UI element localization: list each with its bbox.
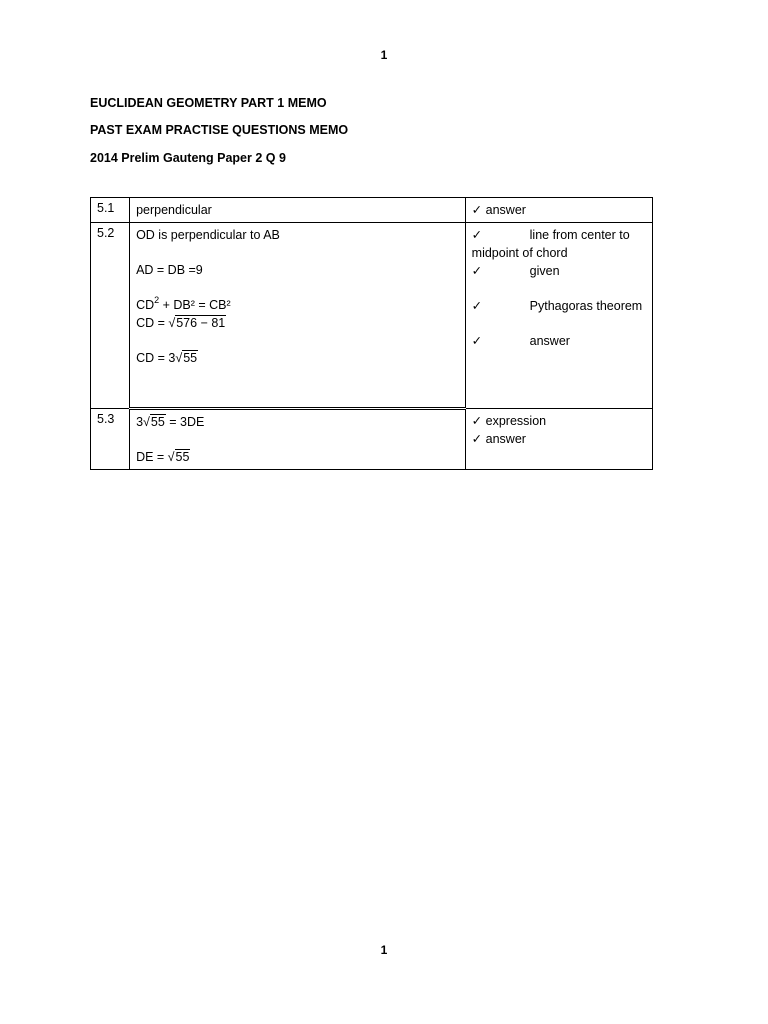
answer-line xyxy=(136,413,459,431)
radicand: 55 xyxy=(183,351,198,365)
mark-line: midpoint of chord xyxy=(471,246,568,260)
answer-line: perpendicular xyxy=(136,203,212,217)
answer-line: OD is perpendicular to AB xyxy=(136,228,280,242)
table-row xyxy=(91,198,653,223)
equation-prefix: DE = √ xyxy=(136,450,175,464)
page-number-bottom: 1 xyxy=(380,943,388,957)
check-icon: ✓ xyxy=(471,334,483,348)
question-number: 5.2 xyxy=(91,223,130,409)
equation-rest: + DB² = CB² xyxy=(159,298,231,312)
answer-cell xyxy=(130,198,466,223)
mark-label: expression xyxy=(485,414,547,428)
page-number-top: 1 xyxy=(380,48,388,62)
answer-line xyxy=(136,349,459,367)
equation-prefix: 3√ xyxy=(136,415,150,429)
equation-prefix: CD = √ xyxy=(136,316,176,330)
table-row xyxy=(91,409,653,470)
question-number: 5.3 xyxy=(91,409,130,470)
radicand: 576 − 81 xyxy=(176,316,226,330)
mark-label: Pythagoras theorem xyxy=(529,299,643,313)
memo-table xyxy=(90,197,653,470)
mark-label: answer xyxy=(485,432,526,446)
answer-line: AD = DB =9 xyxy=(136,263,203,277)
marks-cell xyxy=(465,409,652,470)
mark-label: answer xyxy=(485,203,526,217)
mark-label: line from center to xyxy=(529,228,630,242)
doc-source: 2014 Prelim Gauteng Paper 2 Q 9 xyxy=(90,151,286,165)
mark-label: given xyxy=(529,264,560,278)
table-row xyxy=(91,223,653,409)
question-number: 5.1 xyxy=(91,198,130,223)
check-icon: ✓ xyxy=(471,432,483,446)
doc-title: EUCLIDEAN GEOMETRY PART 1 MEMO xyxy=(90,96,327,110)
radicand: 55 xyxy=(150,415,165,429)
equation-prefix: CD = 3√ xyxy=(136,351,183,365)
mark-line xyxy=(472,430,646,448)
mark-line xyxy=(472,226,646,244)
radicand: 55 xyxy=(175,450,190,464)
answer-line xyxy=(136,448,459,466)
mark-line xyxy=(472,262,646,280)
cd-term: CD xyxy=(136,298,155,312)
marks-cell xyxy=(465,223,652,409)
answer-cell xyxy=(130,409,466,470)
mark-line xyxy=(472,297,646,315)
answer-line xyxy=(136,314,459,332)
mark-line xyxy=(472,332,646,350)
check-icon: ✓ xyxy=(471,203,483,217)
equation-rest: = 3DE xyxy=(165,415,205,429)
marks-cell xyxy=(465,198,652,223)
exponent: 2 xyxy=(154,295,160,305)
check-icon: ✓ xyxy=(471,228,483,242)
answer-line xyxy=(136,296,459,314)
mark-label: answer xyxy=(529,334,570,348)
mark-line xyxy=(472,201,646,219)
check-icon: ✓ xyxy=(471,414,483,428)
check-icon: ✓ xyxy=(471,299,483,313)
mark-line xyxy=(472,412,646,430)
doc-subtitle: PAST EXAM PRACTISE QUESTIONS MEMO xyxy=(90,123,349,137)
check-icon: ✓ xyxy=(471,264,483,278)
answer-cell xyxy=(130,223,466,409)
